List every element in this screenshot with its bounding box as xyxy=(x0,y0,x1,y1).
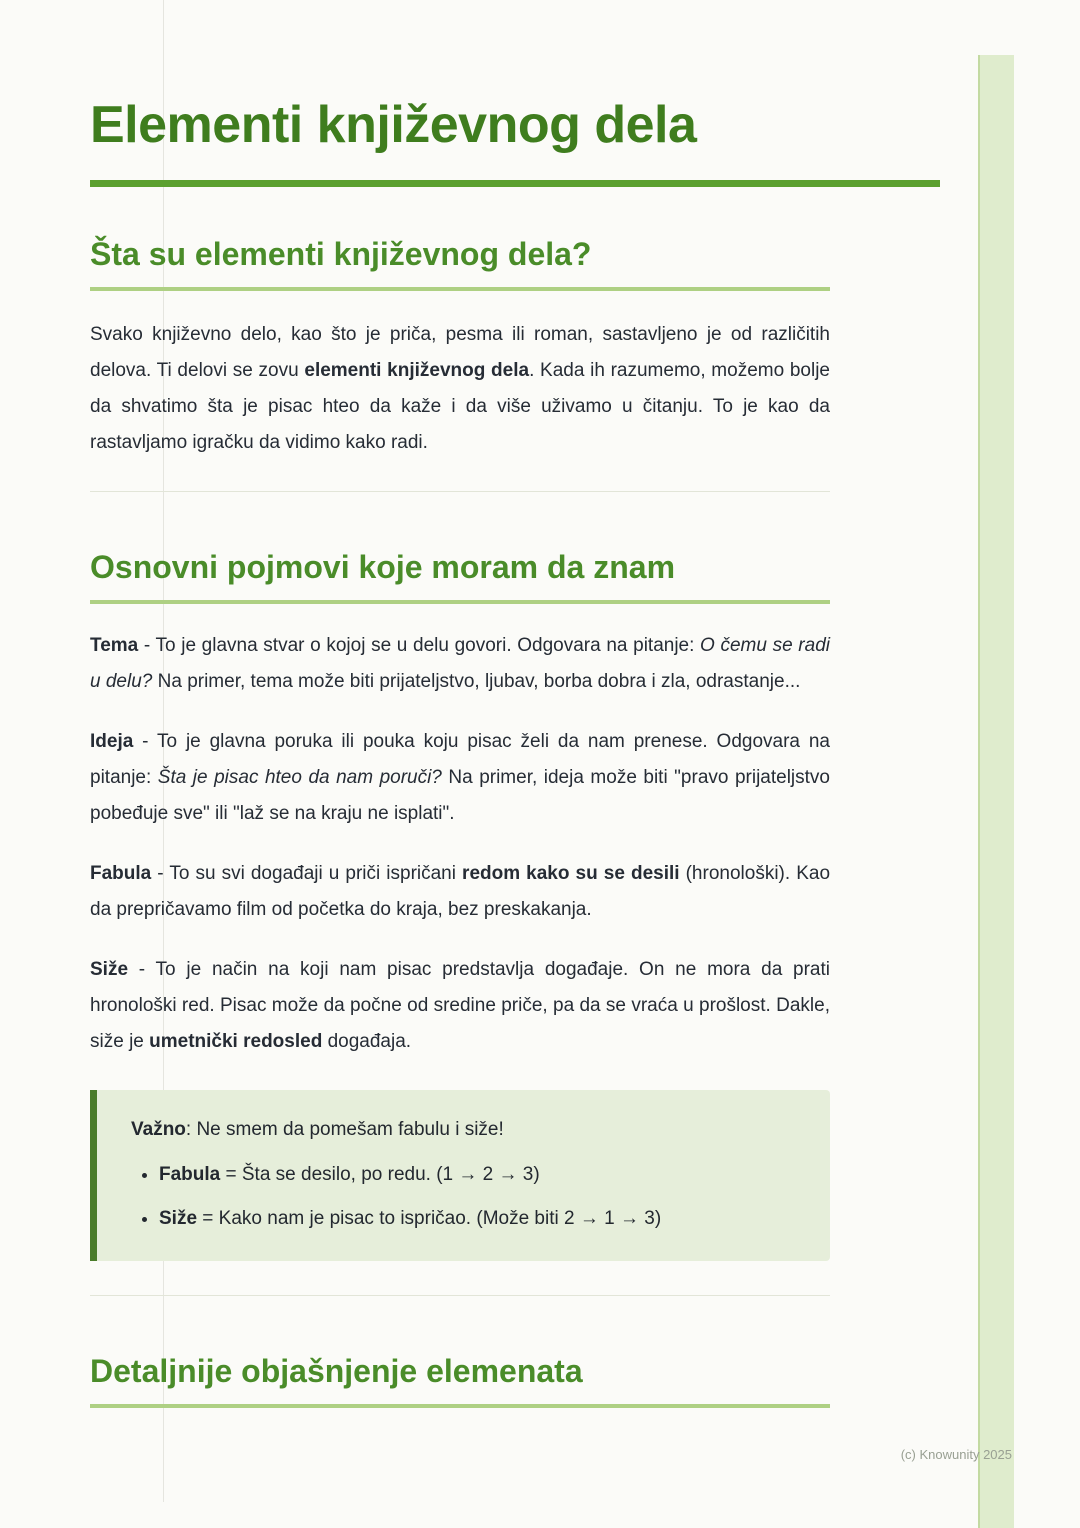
copyright-footer: (c) Knowunity 2025 xyxy=(900,1447,1012,1462)
section-heading-what: Šta su elementi književnog dela? xyxy=(90,236,592,273)
section-heading-detail: Detaljnije objašnjenje elemenata xyxy=(90,1353,583,1390)
right-accent-band xyxy=(978,55,1014,1528)
callout-intro: Važno: Ne smem da pomešam fabulu i siže! xyxy=(131,1119,504,1141)
important-callout xyxy=(90,1090,830,1261)
term-paragraph-size: Siže - To je način na koji nam pisac predstavlja događaje. On ne mora da prati hronološki red. Pisac može da počne od sredine priče, pa da se vraća u prošlost. Dakle, siže je umetnički redosled događaja. xyxy=(90,959,830,1053)
heading-underline-rule xyxy=(90,600,830,604)
term-paragraph-fabula: Fabula - To su svi događaji u priči ispričani redom kako su se desili (hronološki). Kao da prepričavamo film od početka do kraja, bez preskakanja. xyxy=(90,863,831,921)
section-basic-terms xyxy=(90,548,830,1060)
title-underline-rule xyxy=(90,180,940,187)
term-paragraph-ideja: Ideja - To je glavna poruka ili pouka koju pisac želi da nam prenese. Odgovara na pitanje: Šta je pisac hteo da nam poruči? Na primer, ideja može biti "pravo prijateljstvo pobeđuje sve" ili "laž se na kraju ne isplati". xyxy=(90,730,831,824)
callout-bullet-list xyxy=(131,1159,802,1236)
intro-paragraph: Svako književno delo, kao što je priča, pesma ili roman, sastavljeno je od različitih delova. Ti delovi se zovu elementi književnog dela. Kada ih razumemo, možemo bolje da shvatimo šta je pisac hteo da kaže i da više uživamo u čitanju. To je kao da rastavljamo igračku da vidimo kako radi. xyxy=(90,323,830,454)
content-column xyxy=(90,0,830,1408)
heading-underline-rule xyxy=(90,287,830,291)
callout-bullet-fabula: • Fabula = Šta se desilo, po redu. (1 → 2 → 3) xyxy=(159,1159,802,1191)
section-divider xyxy=(90,491,830,492)
section-divider xyxy=(90,1295,830,1296)
term-paragraph-tema: Tema - To je glavna stvar o kojoj se u delu govori. Odgovara na pitanje: O čemu se radi u delu? Na primer, tema može biti prijateljstvo, ljubav, borba dobra i zla, odrastanje... xyxy=(90,634,830,692)
callout-bullet-size: • Siže = Kako nam je pisac to ispričao. (Može biti 2 → 1 → 3) xyxy=(159,1203,802,1235)
heading-underline-rule xyxy=(90,1404,830,1408)
page-title: Elementi književnog dela xyxy=(90,96,697,154)
section-what-are-elements xyxy=(90,235,830,461)
section-heading-terms: Osnovni pojmovi koje moram da znam xyxy=(90,549,676,586)
section-detailed-explanation xyxy=(90,1352,830,1407)
